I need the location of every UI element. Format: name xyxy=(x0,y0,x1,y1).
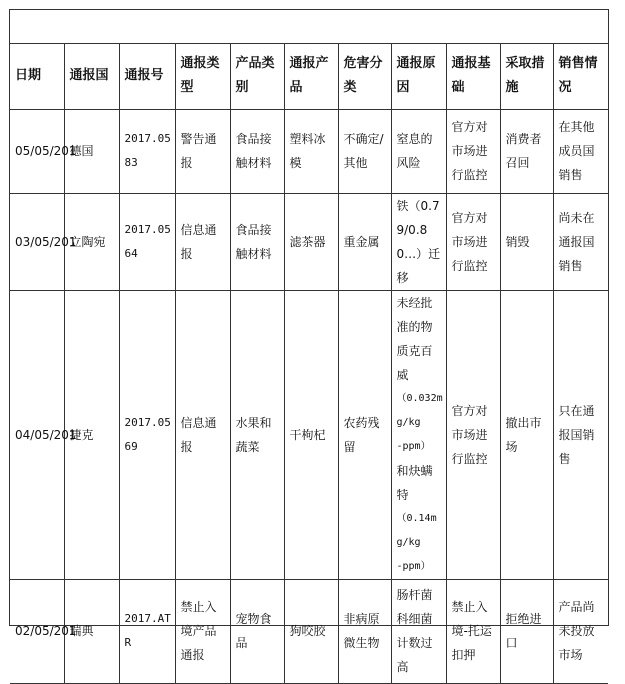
reason-unit: -ppm） xyxy=(396,440,431,452)
cell-measure: 消费者召回 xyxy=(500,109,553,193)
cell-type: 信息通报 xyxy=(175,193,230,290)
cell-reason: 肠杆菌科细菌计数过高 xyxy=(391,579,446,683)
cell-country: 瑞典 xyxy=(64,579,119,683)
header-basis: 通报基础 xyxy=(446,43,500,109)
cell-reason: 铁（0.79/0.80…）迁移 xyxy=(391,193,446,290)
cell-category: 食品接触材料 xyxy=(230,109,284,193)
reason-dose: （0.14mg/kg xyxy=(396,512,437,548)
cell-number: 2017.0569 xyxy=(119,290,175,579)
reason-text: 和炔螨特 xyxy=(396,463,433,502)
cell-country: 德国 xyxy=(64,109,119,193)
table-row xyxy=(10,109,608,193)
cell-sales: 尚未在通报国销售 xyxy=(553,193,608,290)
cell-number: 2017.0583 xyxy=(119,109,175,193)
header-product: 通报产品 xyxy=(284,43,338,109)
cell-category: 食品接触材料 xyxy=(230,193,284,290)
cell-type: 信息通报 xyxy=(175,290,230,579)
title-row xyxy=(10,10,608,44)
header-reason: 通报原因 xyxy=(391,43,446,109)
header-country: 通报国 xyxy=(64,43,119,109)
cell-sales: 在其他成员国销售 xyxy=(553,109,608,193)
header-hazard: 危害分类 xyxy=(338,43,391,109)
cell-basis: 禁止入境-托运扣押 xyxy=(446,579,500,683)
header-measure: 采取措施 xyxy=(500,43,553,109)
cell-measure: 销毁 xyxy=(500,193,553,290)
reason-text: 未经批准的物质克百威 xyxy=(396,295,433,382)
cell-measure: 拒绝进口 xyxy=(500,579,553,683)
header-type: 通报类型 xyxy=(175,43,230,109)
cell-hazard: 重金属 xyxy=(338,193,391,290)
cell-hazard: 农药残留 xyxy=(338,290,391,579)
cell-basis: 官方对市场进行监控 xyxy=(446,109,500,193)
cell-category: 宠物食品 xyxy=(230,579,284,683)
cell-category: 水果和蔬菜 xyxy=(230,290,284,579)
reason-dose: （0.032mg/kg xyxy=(396,392,443,428)
cell-product: 滤茶器 xyxy=(284,193,338,290)
rasff-notification-table xyxy=(10,43,608,684)
cell-product: 干枸杞 xyxy=(284,290,338,579)
cell-date: 04/05/201 xyxy=(10,290,64,579)
cell-sales: 只在通报国销售 xyxy=(553,290,608,579)
cell-type: 禁止入境产品通报 xyxy=(175,579,230,683)
cell-sales: 产品尚未投放市场 xyxy=(553,579,608,683)
cell-country: 捷克 xyxy=(64,290,119,579)
cell-country: 立陶宛 xyxy=(64,193,119,290)
table-row xyxy=(10,290,608,579)
header-row xyxy=(10,43,608,109)
cell-hazard: 不确定/其他 xyxy=(338,109,391,193)
cell-date: 02/05/201 xyxy=(10,579,64,683)
header-number: 通报号 xyxy=(119,43,175,109)
report-sheet xyxy=(9,9,609,674)
header-category: 产品类别 xyxy=(230,43,284,109)
cell-basis: 官方对市场进行监控 xyxy=(446,193,500,290)
cell-date: 03/05/201 xyxy=(10,193,64,290)
cell-date: 05/05/201 xyxy=(10,109,64,193)
cell-reason: 窒息的风险 xyxy=(391,109,446,193)
cell-product: 塑料冰模 xyxy=(284,109,338,193)
reason-unit: -ppm） xyxy=(396,560,431,572)
table-row xyxy=(10,193,608,290)
cell-type: 警告通报 xyxy=(175,109,230,193)
header-date: 日期 xyxy=(10,43,64,109)
cell-number: 2017.ATR xyxy=(119,579,175,683)
cell-basis: 官方对市场进行监控 xyxy=(446,290,500,579)
table-row xyxy=(10,579,608,683)
cell-number: 2017.0564 xyxy=(119,193,175,290)
header-sales: 销售情况 xyxy=(553,43,608,109)
cell-measure: 撤出市场 xyxy=(500,290,553,579)
cell-hazard: 非病原微生物 xyxy=(338,579,391,683)
cell-product: 狗咬胶 xyxy=(284,579,338,683)
cell-reason xyxy=(391,290,446,579)
